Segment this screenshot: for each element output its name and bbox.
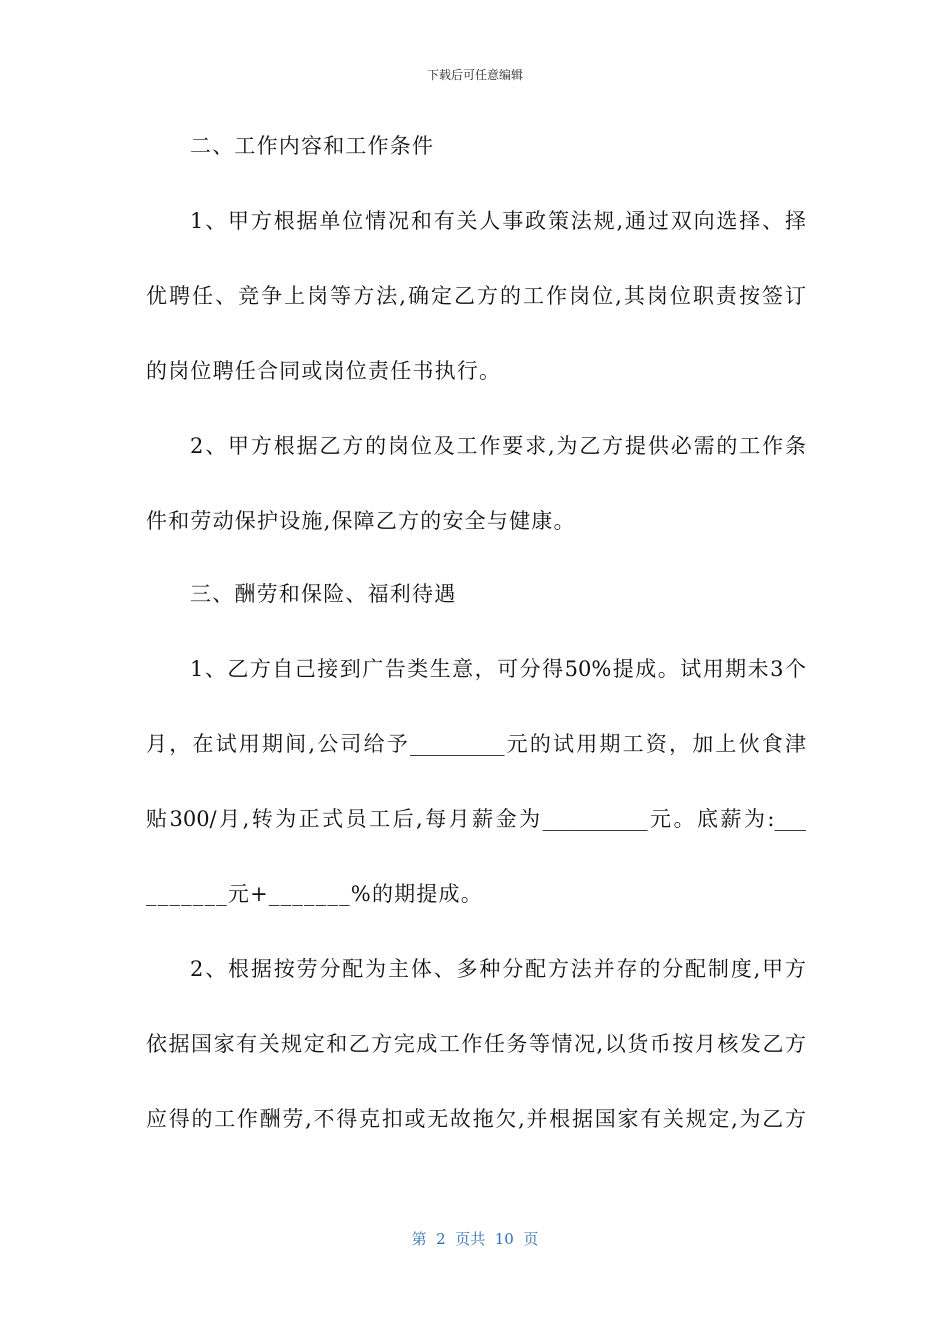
paragraph-line: 1、甲方根据单位情况和有关人事政策法规,通过双向选择、择 [190, 209, 806, 233]
paragraph-line: 月，在试用期间,公司给予_________元的试用期工资，加上伙食津 [146, 732, 806, 756]
paragraph-line: 优聘任、竞争上岗等方法,确定乙方的工作岗位,其岗位职责按签订 [146, 284, 806, 308]
paragraph-line: 件和劳动保护设施,保障乙方的安全与健康。 [146, 509, 576, 533]
page-number-footer: 第 2 页共 10 页 [411, 1230, 539, 1248]
paragraph-line: 2、根据按劳分配为主体、多种分配方法并存的分配制度,甲方 [190, 957, 806, 981]
section-heading-work-content: 二、工作内容和工作条件 [190, 134, 435, 158]
paragraph-line: 1、乙方自己接到广告类生意，可分得50%提成。试用期未3个 [190, 657, 806, 681]
paragraph-line: 贴300/月,转为正式员工后,每月薪金为__________元。底薪为:___ [146, 807, 806, 831]
paragraph-line: 2、甲方根据乙方的岗位及工作要求,为乙方提供必需的工作条 [190, 434, 806, 458]
paragraph-line: 应得的工作酬劳,不得克扣或无故拖欠,并根据国家有关规定,为乙方 [146, 1107, 806, 1131]
paragraph-line: 依据国家有关规定和乙方完成工作任务等情况,以货币按月核发乙方 [146, 1032, 806, 1056]
page-header: 下载后可任意编辑 [426, 68, 523, 82]
paragraph-line: 的岗位聘任合同或岗位责任书执行。 [146, 359, 502, 383]
paragraph-line: _______元+_______%的期提成。 [146, 882, 483, 906]
section-heading-compensation: 三、酬劳和保险、福利待遇 [190, 582, 457, 606]
